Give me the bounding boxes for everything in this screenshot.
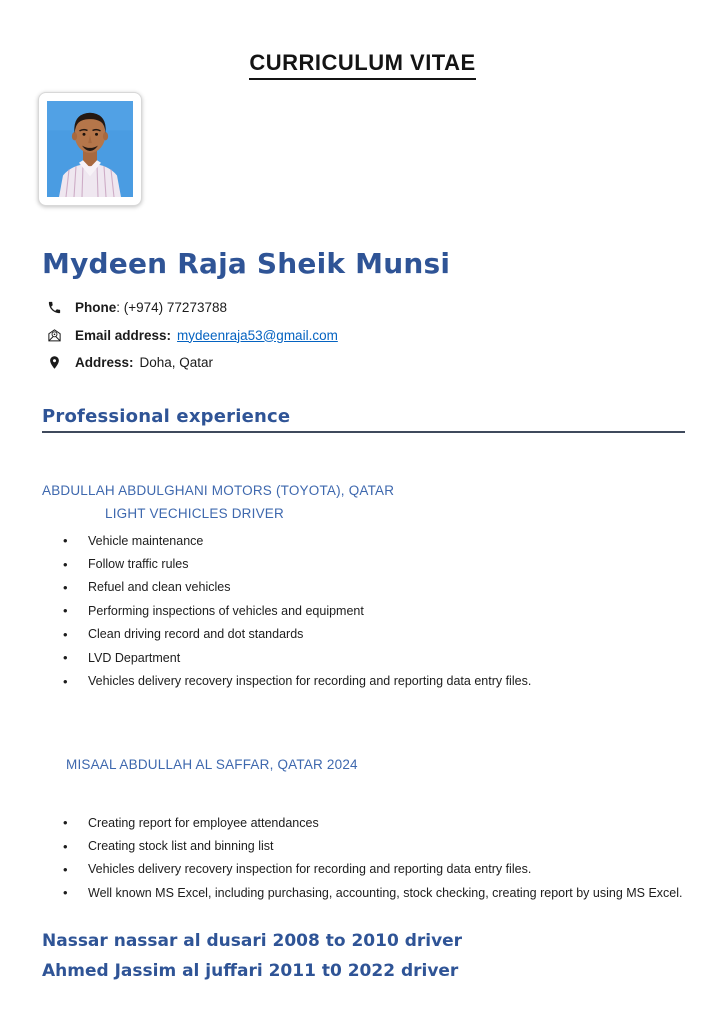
phone-row — [44, 297, 227, 317]
profile-photo-frame — [38, 92, 142, 206]
email-icon — [44, 327, 64, 344]
bullet-item — [63, 576, 531, 599]
bullet-text: Well known MS Excel, including purchasing, accounting, stock checking, creating report by using MS Excel. — [88, 885, 683, 900]
address-label: Address: — [75, 354, 134, 370]
bullet-text: Performing inspections of vehicles and equipment — [88, 603, 364, 618]
bullet-dot: • — [63, 579, 68, 595]
bullet-dot: • — [63, 861, 68, 877]
job2-company: MISAAL ABDULLAH AL SAFFAR, QATAR 2024 — [66, 757, 358, 772]
job2-bullet-list — [63, 811, 683, 905]
bullet-dot: • — [63, 603, 68, 619]
page-title: CURRICULUM VITAE — [249, 50, 475, 80]
email-row — [44, 325, 338, 345]
bullet-item — [63, 552, 531, 575]
summary-line-1: Nassar nassar al dusari 2008 to 2010 driver — [42, 931, 463, 951]
job1-company: ABDULLAH ABDULGHANI MOTORS (TOYOTA), QATAR — [42, 483, 395, 498]
bullet-text: Follow traffic rules — [88, 557, 189, 572]
bullet-item — [63, 646, 531, 669]
summary-line-2: Ahmed Jassim al juffari 2011 t0 2022 driver — [42, 961, 459, 981]
address-value: Doha, Qatar — [139, 354, 214, 370]
bullet-dot: • — [63, 533, 68, 549]
bullet-text: Refuel and clean vehicles — [88, 580, 231, 595]
bullet-item — [63, 623, 531, 646]
bullet-item — [63, 858, 683, 881]
bullet-text: Vehicles delivery recovery inspection for recording and reporting data entry files. — [88, 862, 532, 877]
bullet-item — [63, 811, 683, 834]
bullet-item — [63, 881, 683, 904]
bullet-text: Clean driving record and dot standards — [88, 627, 304, 642]
bullet-text: Creating report for employee attendances — [88, 815, 319, 830]
bullet-dot: • — [63, 626, 68, 642]
bullet-dot: • — [63, 838, 68, 854]
bullet-item — [63, 529, 531, 552]
page-title-wrap — [0, 50, 725, 80]
bullet-dot: • — [63, 885, 68, 901]
bullet-dot: • — [63, 556, 68, 572]
job1-bullet-list — [63, 529, 531, 693]
address-row — [44, 352, 213, 372]
phone-label: Phone — [75, 299, 117, 315]
bullet-dot: • — [63, 815, 68, 831]
job1-role: LIGHT VECHICLES DRIVER — [105, 506, 284, 521]
bullet-text: Vehicles delivery recovery inspection for recording and reporting data entry files. — [88, 674, 532, 689]
section-divider — [42, 431, 685, 433]
section-title-professional-experience: Professional experience — [42, 406, 291, 427]
bullet-text: Vehicle maintenance — [88, 533, 204, 548]
email-link[interactable]: mydeenraja53@gmail.com — [177, 327, 338, 343]
phone-icon — [44, 299, 64, 316]
candidate-name: Mydeen Raja Sheik Munsi — [42, 247, 451, 280]
bullet-item — [63, 669, 531, 692]
email-label: Email address: — [75, 327, 172, 343]
bullet-item — [63, 599, 531, 622]
bullet-text: LVD Department — [88, 650, 181, 665]
location-pin-icon — [44, 354, 64, 371]
phone-value: : (+974) 77273788 — [116, 299, 227, 315]
bullet-text: Creating stock list and binning list — [88, 839, 274, 854]
bullet-dot: • — [63, 650, 68, 666]
bullet-dot: • — [63, 673, 68, 689]
portrait-image — [47, 101, 133, 197]
bullet-item — [63, 834, 683, 857]
